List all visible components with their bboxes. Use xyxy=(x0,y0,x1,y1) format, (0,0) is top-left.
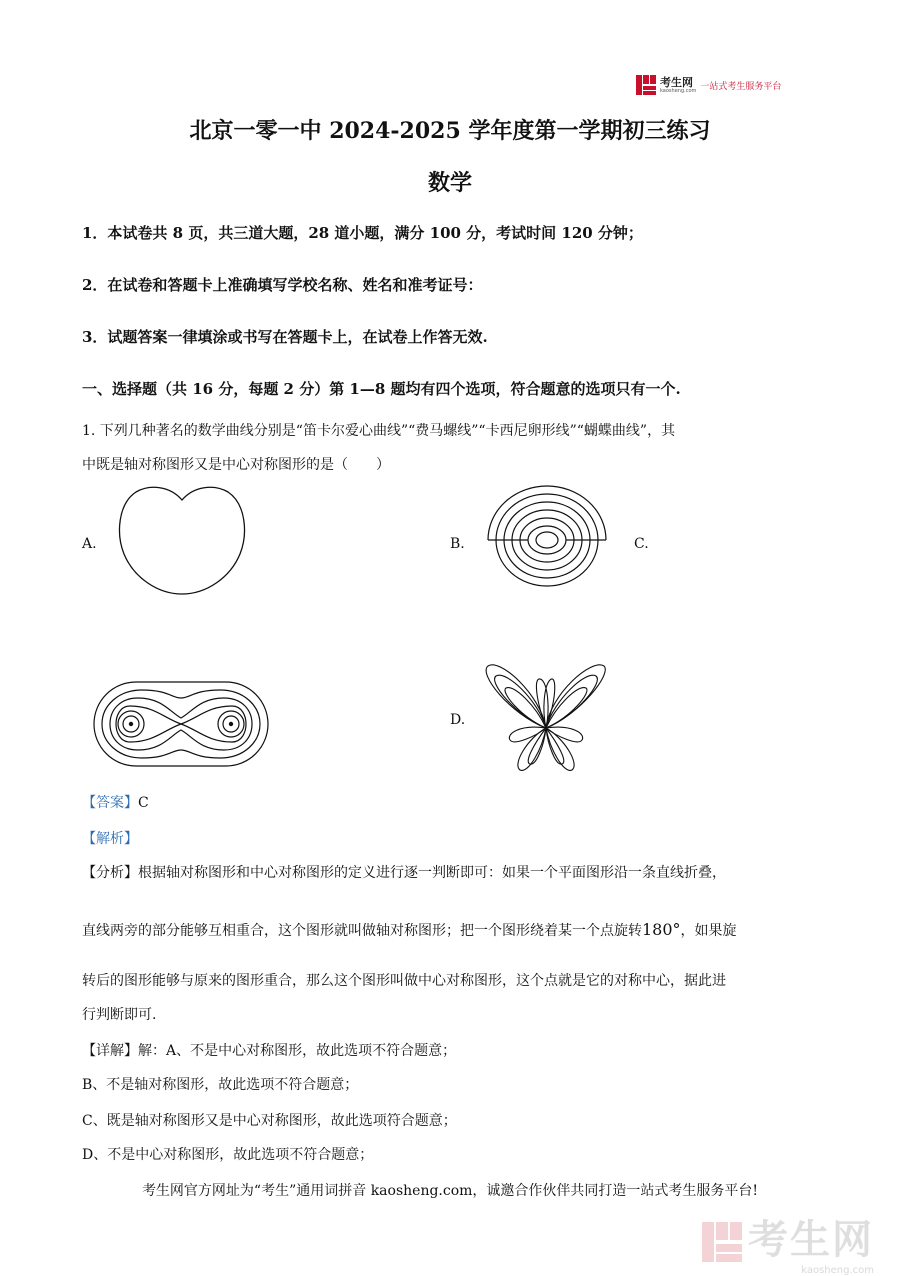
answer-value: C xyxy=(138,795,149,811)
watermark-domain: kaosheng.com xyxy=(801,1265,874,1276)
detail-line4: D、不是中心对称图形，故此选项不符合题意； xyxy=(82,1147,374,1163)
detail-tag: 【详解】 xyxy=(82,1043,138,1059)
detail-line3: C、既是轴对称图形又是中心对称图形，故此选项符合题意； xyxy=(82,1113,457,1129)
brand-logo-icon xyxy=(636,75,656,95)
fenxi-line4: 行判断即可. xyxy=(82,1007,157,1023)
brand-slogan: 一站式考生服务平台 xyxy=(700,81,782,92)
fenxi-line3: 转后的图形能够与原来的图形重合，那么这个图形叫做中心对称图形，这个点就是它的对称中心，据此进 xyxy=(82,973,726,989)
fenxi-tag: 【分析】 xyxy=(82,865,138,881)
option-b-label: B. xyxy=(450,536,465,552)
cardioid-figure xyxy=(112,478,252,598)
fenxi-text-1: 根据轴对称图形和中心对称图形的定义进行逐一判断即可：如果一个平面图形沿一条直线折叠， xyxy=(138,865,726,881)
instruction-3: 3．试题答案一律填涂或书写在答题卡上，在试卷上作答无效. xyxy=(82,328,488,346)
question-stem-line1: 1. 下列几种著名的数学曲线分别是“笛卡尔爱心曲线”“费马螺线”“卡西尼卵形线”“蝴蝶曲线”，其 xyxy=(82,423,676,439)
footer-text: 考生网官方网址为“考生”通用词拼音 kaosheng.com，诚邀合作伙伴共同打造一站式考生服务平台! xyxy=(141,1183,759,1199)
brand-name: 考生网 xyxy=(660,75,693,89)
watermark xyxy=(702,1208,874,1276)
question-stem-line2: 中既是轴对称图形又是中心对称图形的是（ ） xyxy=(82,457,390,473)
fenxi-line2 xyxy=(82,920,737,940)
analysis-tag: 【解析】 xyxy=(82,831,138,847)
rotation-angle: 180° xyxy=(642,920,681,939)
fermat-spiral-figure xyxy=(484,484,610,596)
detail-line1 xyxy=(82,1040,456,1060)
answer-tag: 【答案】 xyxy=(82,795,138,811)
subject-title: 数学 xyxy=(427,170,472,196)
brand-domain: kaosheng.com xyxy=(660,87,697,94)
option-d-label: D. xyxy=(450,712,466,728)
detail-text-1: 解：A、不是中心对称图形，故此选项不符合题意； xyxy=(138,1043,457,1059)
butterfly-curve-figure xyxy=(480,654,610,776)
section-heading: 一、选择题（共 16 分，每题 2 分）第 1—8 题均有四个选项，符合题意的选项只有一个. xyxy=(82,380,681,398)
detail-line2: B、不是轴对称图形，故此选项不符合题意； xyxy=(82,1077,359,1093)
watermark-text: 考生网 xyxy=(748,1217,874,1263)
watermark-icon xyxy=(702,1222,742,1262)
brand-logo xyxy=(636,73,781,97)
instruction-1: 1．本试卷共 8 页，共三道大题，28 道小题，满分 100 分，考试时间 120 分钟； xyxy=(82,224,643,242)
instruction-2: 2．在试卷和答题卡上准确填写学校名称、姓名和准考证号： xyxy=(82,276,483,294)
fenxi-text-2b: ，如果旋 xyxy=(680,923,737,939)
answer-line xyxy=(82,792,149,812)
page-title: 北京一零一中 2024-2025 学年度第一学期初三练习 xyxy=(189,118,711,144)
cassini-oval-figure xyxy=(92,680,270,768)
option-c-label: C. xyxy=(634,536,649,552)
fenxi-text-2a: 直线两旁的部分能够互相重合，这个图形就叫做轴对称图形；把一个图形绕着某一个点旋转 xyxy=(82,923,642,939)
option-a-label: A. xyxy=(82,536,97,552)
fenxi-line1 xyxy=(82,862,726,882)
